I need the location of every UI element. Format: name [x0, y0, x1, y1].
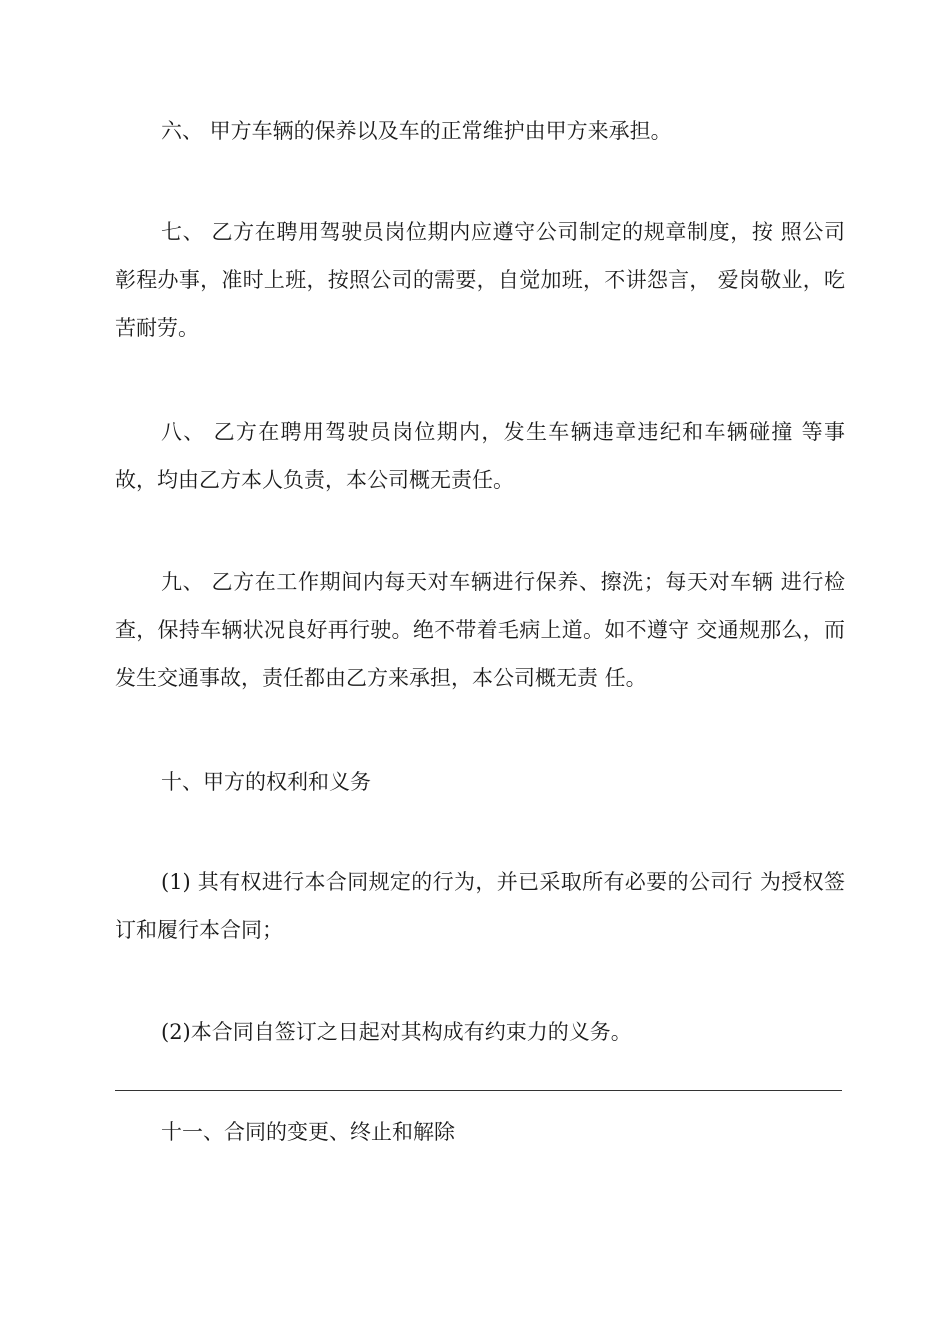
clause-6-paragraph: 六、 甲方车辆的保养以及车的正常维护由甲方来承担。 [161, 119, 672, 143]
clause-8-paragraph: 八、 乙方在聘用驾驶员岗位期内，发生车辆违章违纪和车辆碰撞 等事故，均由乙方本人负责，本公司概无责任。 [115, 420, 845, 492]
clause-7-paragraph: 七、 乙方在聘用驾驶员岗位期内应遵守公司制定的规章制度，按 照公司彰程办事，准时上班，按照公司的需要，自觉加班，不讲怨言， 爱岗敬业，吃苦耐劳。 [115, 220, 845, 340]
clause-10-item-1: (1) 其有权进行本合同规定的行为，并已采取所有必要的公司行 为授权签订和履行本合同； [115, 870, 845, 942]
clause-9-paragraph: 九、 乙方在工作期间内每天对车辆进行保养、擦洗；每天对车辆 进行检查，保持车辆状况良好再行驶。绝不带着毛病上道。如不遵守 交通规那么，而发生交通事故，责任都由乙方来承担，本公司概无责 任。 [115, 570, 845, 690]
clause-10-heading: 十、甲方的权利和义务 [161, 770, 371, 794]
clause-11-heading: 十一、合同的变更、终止和解除 [161, 1120, 455, 1144]
clause-10-item-2: (2)本合同自签订之日起对其构成有约束力的义务。 [161, 1020, 632, 1044]
horizontal-divider [115, 1090, 842, 1091]
